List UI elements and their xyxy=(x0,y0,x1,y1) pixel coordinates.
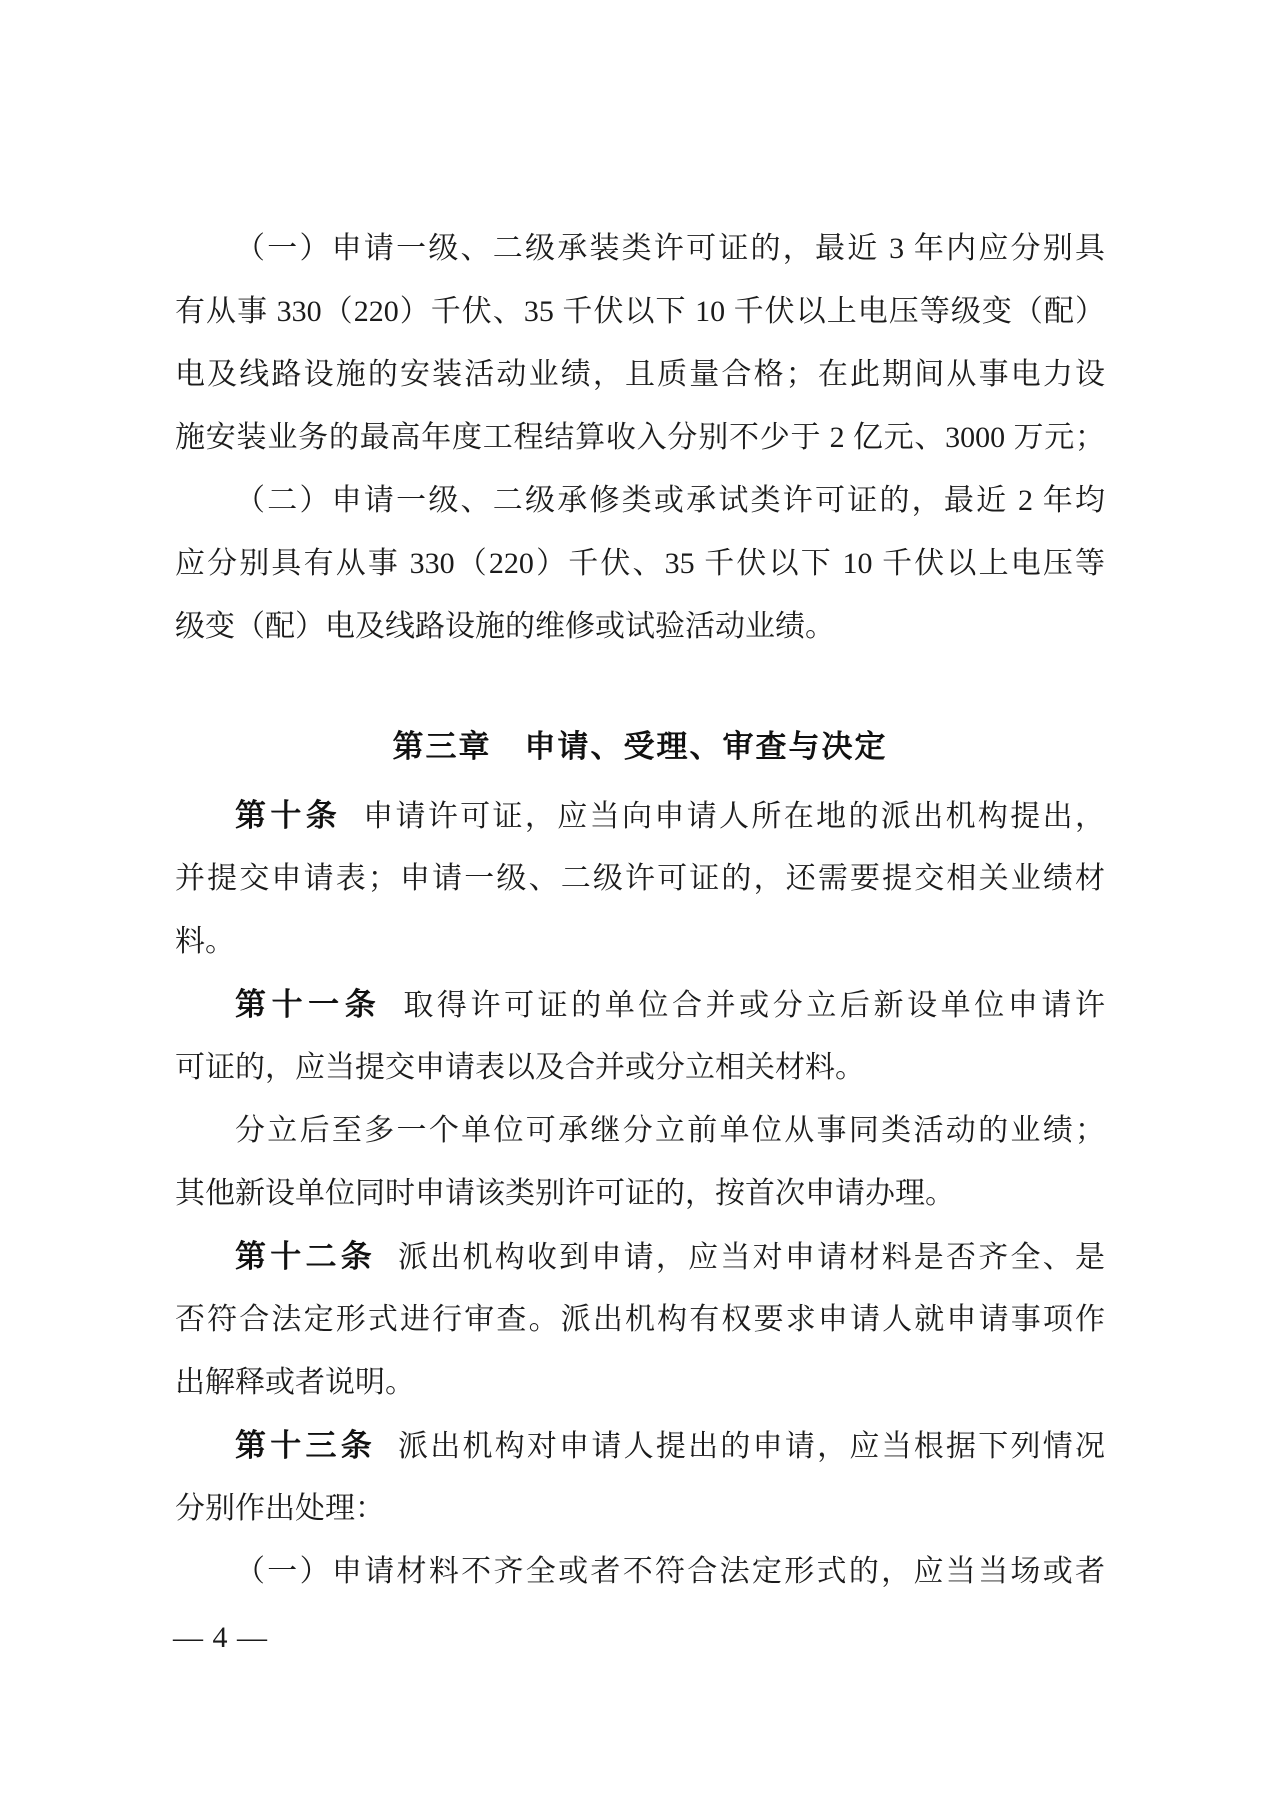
text-line: 可证的，应当提交申请表以及合并或分立相关材料。 xyxy=(175,1051,865,1084)
text-line: 出解释或者说明。 xyxy=(175,1366,415,1399)
text-line: 否符合法定形式进行审查。派出机构有权要求申请人就申请事项作 xyxy=(175,1303,1105,1336)
text-line: 有从事 330（220）千伏、35 千伏以下 10 千伏以上电压等级变（配） xyxy=(175,295,1105,328)
text-line: （二）申请一级、二级承修类或承试类许可证的，最近 2 年均 xyxy=(235,484,1105,517)
article-number: 第十二条 xyxy=(235,1239,376,1274)
chapter-heading: 第三章 申请、受理、审查与决定 xyxy=(392,729,888,764)
text-line: 分别作出处理： xyxy=(175,1492,385,1525)
text-line: （一）申请材料不齐全或者不符合法定形式的，应当当场或者 xyxy=(235,1555,1105,1588)
text-line: （一）申请一级、二级承装类许可证的，最近 3 年内应分别具 xyxy=(235,232,1105,265)
article-number: 第十三条 xyxy=(235,1428,376,1463)
articles-block xyxy=(175,784,1105,1603)
document-body xyxy=(175,217,1105,1603)
text-line: 施安装业务的最高年度工程结算收入分别不少于 2 亿元、3000 万元； xyxy=(175,421,1105,454)
text-line: 应分别具有从事 330（220）千伏、35 千伏以下 10 千伏以上电压等 xyxy=(175,547,1105,580)
text-line: 其他新设单位同时申请该类别许可证的，按首次申请办理。 xyxy=(175,1177,955,1210)
article-number: 第十一条 xyxy=(235,987,382,1022)
article-number: 第十条 xyxy=(235,798,342,833)
page-number: — 4 — xyxy=(173,1621,268,1654)
text-line: 第十二条 派出机构收到申请，应当对申请材料是否齐全、是 xyxy=(235,1239,1106,1274)
text-line: 料。 xyxy=(175,925,235,958)
text-line: 电及线路设施的安装活动业绩，且质量合格；在此期间从事电力设 xyxy=(175,358,1105,391)
text-line: 分立后至多一个单位可承继分立前单位从事同类活动的业绩； xyxy=(235,1114,1105,1147)
text-line: 第十条 申请许可证，应当向申请人所在地的派出机构提出， xyxy=(235,798,1106,833)
text-line: 第十三条 派出机构对申请人提出的申请，应当根据下列情况 xyxy=(235,1428,1106,1463)
text-line: 级变（配）电及线路设施的维修或试验活动业绩。 xyxy=(175,610,835,643)
text-line: 并提交申请表；申请一级、二级许可证的，还需要提交相关业绩材 xyxy=(175,862,1105,895)
intro-clauses-block xyxy=(175,217,1105,658)
text-line: 第十一条 取得许可证的单位合并或分立后新设单位申请许 xyxy=(235,987,1106,1022)
